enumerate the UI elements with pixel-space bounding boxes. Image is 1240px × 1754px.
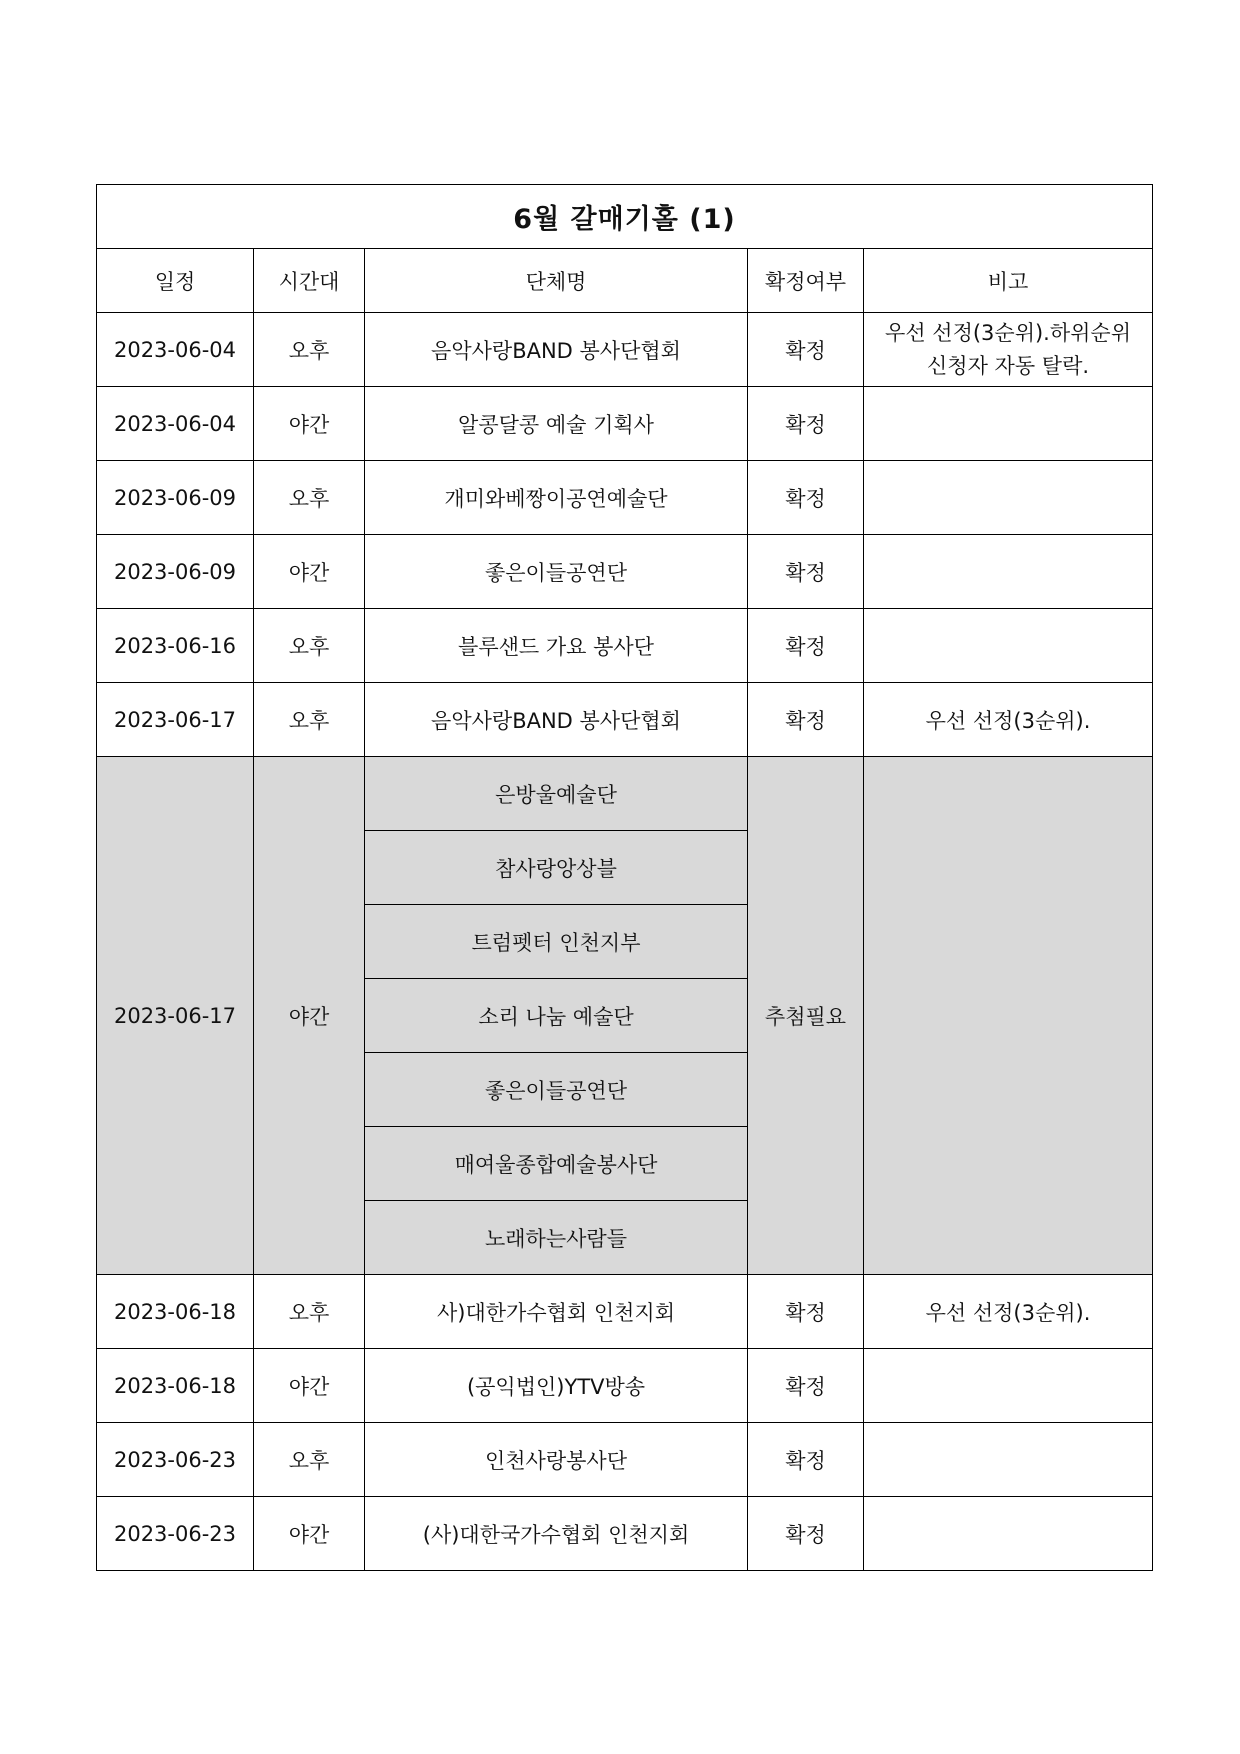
cell-date: 2023-06-17 — [97, 683, 254, 757]
cell-date: 2023-06-04 — [97, 387, 254, 461]
lottery-note — [864, 757, 1153, 1275]
table-row — [97, 1349, 1153, 1423]
cell-group: 사)대한가수협회 인천지회 — [365, 1275, 748, 1349]
cell-time: 오후 — [254, 1275, 365, 1349]
cell-status: 확정 — [748, 1497, 864, 1571]
lottery-group: 노래하는사람들 — [365, 1201, 748, 1275]
cell-date: 2023-06-18 — [97, 1275, 254, 1349]
cell-time: 야간 — [254, 1349, 365, 1423]
table-row — [97, 683, 1153, 757]
header-group: 단체명 — [365, 249, 748, 313]
cell-date: 2023-06-16 — [97, 609, 254, 683]
cell-time: 야간 — [254, 1497, 365, 1571]
cell-status: 확정 — [748, 387, 864, 461]
lottery-date: 2023-06-17 — [97, 757, 254, 1275]
cell-note: 우선 선정(3순위). — [864, 683, 1153, 757]
cell-note: 우선 선정(3순위). — [864, 1275, 1153, 1349]
note-line-1: 우선 선정(3순위).하위순위 — [885, 320, 1131, 345]
cell-group: 개미와베짱이공연예술단 — [365, 461, 748, 535]
cell-note — [864, 1423, 1153, 1497]
cell-group: 음악사랑BAND 봉사단협회 — [365, 313, 748, 387]
lottery-group: 참사랑앙상블 — [365, 831, 748, 905]
cell-group: 알콩달콩 예술 기획사 — [365, 387, 748, 461]
cell-time: 오후 — [254, 609, 365, 683]
cell-status: 확정 — [748, 683, 864, 757]
cell-note — [864, 1349, 1153, 1423]
cell-status: 확정 — [748, 1423, 864, 1497]
cell-status: 확정 — [748, 461, 864, 535]
header-time: 시간대 — [254, 249, 365, 313]
cell-time: 오후 — [254, 1423, 365, 1497]
lottery-group: 은방울예술단 — [365, 757, 748, 831]
cell-status: 확정 — [748, 535, 864, 609]
title-row — [97, 185, 1153, 249]
cell-status: 확정 — [748, 1349, 864, 1423]
cell-time: 야간 — [254, 387, 365, 461]
cell-note — [864, 313, 1153, 387]
cell-date: 2023-06-04 — [97, 313, 254, 387]
cell-status: 확정 — [748, 313, 864, 387]
cell-group: (사)대한국가수협회 인천지회 — [365, 1497, 748, 1571]
header-status: 확정여부 — [748, 249, 864, 313]
cell-group: 음악사랑BAND 봉사단협회 — [365, 683, 748, 757]
cell-time: 오후 — [254, 683, 365, 757]
cell-status: 확정 — [748, 1275, 864, 1349]
cell-time: 야간 — [254, 535, 365, 609]
table-row — [97, 1497, 1153, 1571]
cell-date: 2023-06-18 — [97, 1349, 254, 1423]
cell-group: 좋은이들공연단 — [365, 535, 748, 609]
table-title: 6월 갈매기홀 (1) — [97, 185, 1153, 249]
header-date: 일정 — [97, 249, 254, 313]
header-note: 비고 — [864, 249, 1153, 313]
cell-group: (공익법인)YTV방송 — [365, 1349, 748, 1423]
cell-group: 인천사랑봉사단 — [365, 1423, 748, 1497]
note-line-2: 신청자 자동 탈락. — [927, 353, 1090, 378]
cell-group: 블루샌드 가요 봉사단 — [365, 609, 748, 683]
lottery-group: 트럼펫터 인천지부 — [365, 905, 748, 979]
cell-time: 오후 — [254, 461, 365, 535]
cell-date: 2023-06-23 — [97, 1497, 254, 1571]
cell-date: 2023-06-09 — [97, 461, 254, 535]
cell-note — [864, 461, 1153, 535]
table-row — [97, 1275, 1153, 1349]
table-row — [97, 387, 1153, 461]
table-row — [97, 609, 1153, 683]
cell-date: 2023-06-23 — [97, 1423, 254, 1497]
lottery-status: 추첨필요 — [748, 757, 864, 1275]
cell-note — [864, 387, 1153, 461]
cell-time: 오후 — [254, 313, 365, 387]
schedule-table — [96, 184, 1153, 1571]
table-row — [97, 461, 1153, 535]
table-row — [97, 535, 1153, 609]
lottery-time: 야간 — [254, 757, 365, 1275]
cell-note — [864, 609, 1153, 683]
lottery-group: 매여울종합예술봉사단 — [365, 1127, 748, 1201]
cell-note — [864, 535, 1153, 609]
header-row — [97, 249, 1153, 313]
table-row — [97, 1423, 1153, 1497]
cell-status: 확정 — [748, 609, 864, 683]
lottery-group: 소리 나눔 예술단 — [365, 979, 748, 1053]
lottery-row — [97, 757, 1153, 831]
lottery-group: 좋은이들공연단 — [365, 1053, 748, 1127]
table-row — [97, 313, 1153, 387]
cell-note — [864, 1497, 1153, 1571]
cell-date: 2023-06-09 — [97, 535, 254, 609]
